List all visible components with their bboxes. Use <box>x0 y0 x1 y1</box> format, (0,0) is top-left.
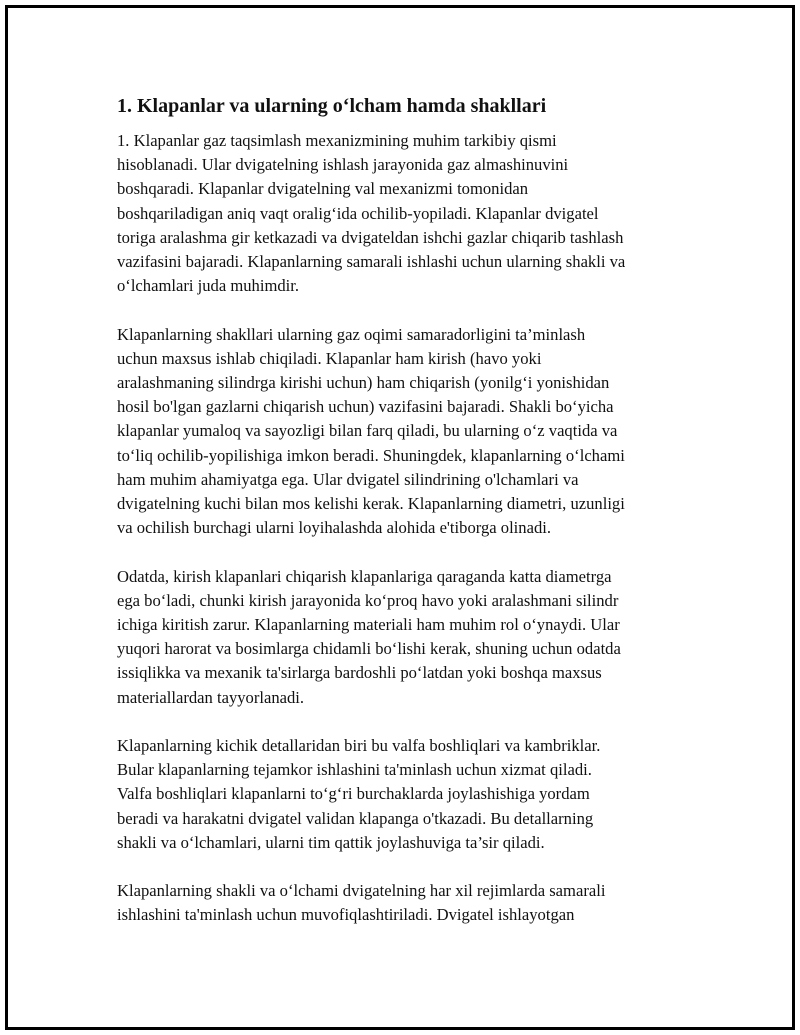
text-line: Bular klapanlarning tejamkor ishlashini ta'minlash uchun xizmat qiladi. <box>117 760 592 780</box>
paragraph-1 <box>117 129 697 298</box>
text-line: boshqariladigan aniq vaqt oralig‘ida ochilib-yopiladi. Klapanlar dvigatel <box>117 203 599 223</box>
document-body <box>117 92 697 952</box>
text-line: ichiga kiritish zarur. Klapanlarning materiali ham muhim rol o‘ynaydi. Ular <box>117 615 620 635</box>
text-line: materiallardan tayyorlanadi. <box>117 687 305 707</box>
text-line: Odatda, kirish klapanlari chiqarish klapanlariga qaraganda katta diametrga <box>117 566 612 586</box>
text-line: o‘lchamlari juda muhimdir. <box>117 276 300 296</box>
text-line: ega bo‘ladi, chunki kirish jarayonida ko‘proq havo yoki aralashmani silindr <box>117 590 619 610</box>
paragraph-2 <box>117 323 697 541</box>
paragraph-5 <box>117 879 697 927</box>
text-line: vazifasini bajaradi. Klapanlarning samarali ishlashi uchun ularning shakli va <box>117 252 626 272</box>
text-line: hosil bo'lgan gazlarni chiqarish uchun) vazifasini bajaradi. Shakli bo‘yicha <box>117 397 614 417</box>
text-line: Valfa boshliqlari klapanlarni to‘g‘ri burchaklarda joylashishiga yordam <box>117 784 590 804</box>
text-line: dvigatelning kuchi bilan mos kelishi kerak. Klapanlarning diametri, uzunligi <box>117 494 625 514</box>
text-line: Klapanlarning kichik detallaridan biri bu valfa boshliqlari va kambriklar. <box>117 736 601 756</box>
text-line: ishlashini ta'minlash uchun muvofiqlashtiriladi. Dvigatel ishlayotgan <box>117 905 575 925</box>
text-line: yuqori harorat va bosimlarga chidamli bo‘lishi kerak, shuning uchun odatda <box>117 639 621 659</box>
text-line: beradi va harakatni dvigatel validan klapanga o'tkazadi. Bu detallarning <box>117 808 594 828</box>
section-heading: 1. Klapanlar va ularning o‘lcham hamda shakllari <box>117 95 547 117</box>
paragraph-3 <box>117 565 697 710</box>
text-line: Klapanlarning shakli va o‘lchami dvigatelning har xil rejimlarda samarali <box>117 881 606 901</box>
text-line: 1. Klapanlar gaz taqsimlash mexanizmining muhim tarkibiy qismi <box>117 131 557 150</box>
text-line: Klapanlarning shakllari ularning gaz oqimi samaradorligini ta’minlash <box>117 324 586 344</box>
paragraph-4 <box>117 734 697 855</box>
text-line: shakli va o‘lchamlari, ularni tim qattik joylashuviga ta’sir qiladi. <box>117 832 545 852</box>
text-line: toriga aralashma gir ketkazadi va dvigateldan ishchi gazlar chiqarib tashlash <box>117 227 624 247</box>
text-line: hisoblanadi. Ular dvigatelning ishlash jarayonida gaz almashinuvini <box>117 155 569 175</box>
text-line: to‘liq ochilib-yopilishiga imkon beradi. Shuningdek, klapanlarning o‘lchami <box>117 445 625 465</box>
text-line: uchun maxsus ishlab chiqiladi. Klapanlar ham kirish (havo yoki <box>117 348 542 368</box>
text-line: aralashmaning silindrga kirishi uchun) ham chiqarish (yonilg‘i yonishidan <box>117 373 610 393</box>
text-line: boshqaradi. Klapanlar dvigatelning val mexanizmi tomonidan <box>117 179 529 199</box>
text-line: ham muhim ahamiyatga ega. Ular dvigatel silindrining o'lchamlari va <box>117 469 579 489</box>
text-line: issiqlikka va mexanik ta'sirlarga bardoshli po‘latdan yoki boshqa maxsus <box>117 663 602 683</box>
text-line: klapanlar yumaloq va sayozligi bilan farq qiladi, bu ularning o‘z vaqtida va <box>117 421 618 441</box>
text-line: va ochilish burchagi ularni loyihalashda alohida e'tiborga olinadi. <box>117 518 552 538</box>
